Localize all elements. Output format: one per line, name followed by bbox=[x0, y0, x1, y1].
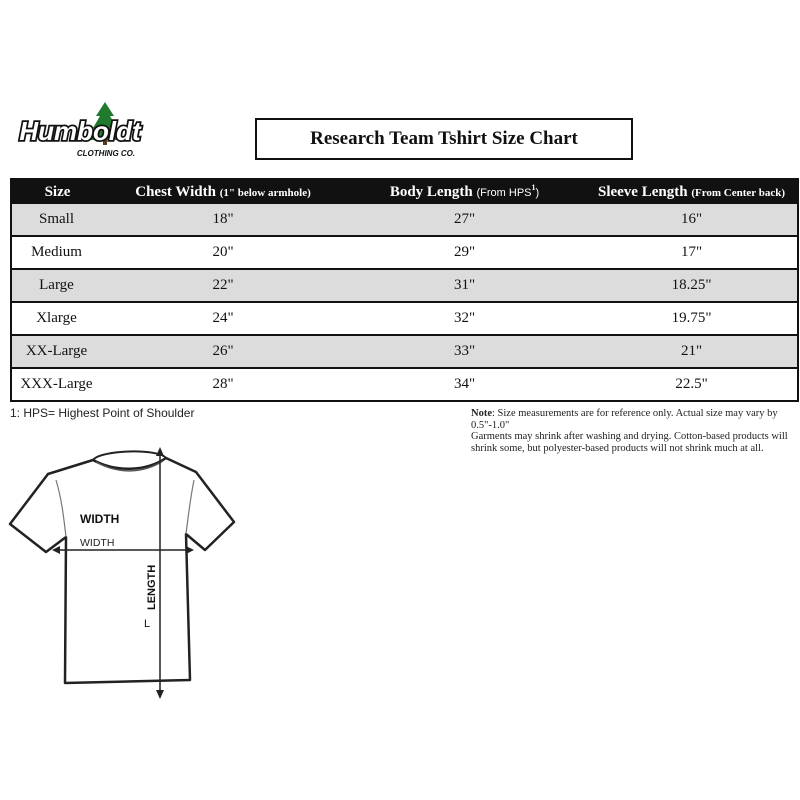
table-header-row bbox=[11, 179, 798, 204]
body-cell: 31" bbox=[343, 269, 586, 302]
tshirt-outline-icon bbox=[0, 440, 250, 705]
size-cell: Small bbox=[11, 204, 103, 236]
chest-cell: 20" bbox=[103, 236, 343, 269]
note-paragraph-1: Note: Size measurements are for reference only. Actual size may vary by 0.5"-1.0" bbox=[471, 408, 778, 431]
size-note bbox=[471, 408, 799, 454]
size-cell: XXX-Large bbox=[11, 368, 103, 401]
svg-text:Humboldt: Humboldt bbox=[19, 116, 141, 146]
note-paragraph-2: Garments may shrink after washing and drying. Cotton-based products will shrink some, but polyester-based products will not shrink much at all. bbox=[471, 431, 788, 454]
sleeve-cell: 19.75" bbox=[586, 302, 798, 335]
table-row bbox=[11, 368, 798, 401]
chest-cell: 26" bbox=[103, 335, 343, 368]
sleeve-cell: 18.25" bbox=[586, 269, 798, 302]
svg-text:CLOTHING CO.: CLOTHING CO. bbox=[76, 149, 136, 158]
table-row bbox=[11, 269, 798, 302]
sleeve-cell: 16" bbox=[586, 204, 798, 236]
sleeve-cell: 17" bbox=[586, 236, 798, 269]
size-chart-table bbox=[10, 178, 799, 402]
size-cell: Xlarge bbox=[11, 302, 103, 335]
body-cell: 33" bbox=[343, 335, 586, 368]
length-label: LENGTH bbox=[146, 564, 158, 610]
sleeve-cell: 22.5" bbox=[586, 368, 798, 401]
table-row bbox=[11, 335, 798, 368]
chest-cell: 24" bbox=[103, 302, 343, 335]
tshirt-diagram bbox=[0, 440, 250, 705]
tree-logo-icon bbox=[10, 100, 150, 162]
chest-cell: 28" bbox=[103, 368, 343, 401]
table-row bbox=[11, 236, 798, 269]
header-chest-width: Chest Width (1" below armhole) bbox=[103, 179, 343, 204]
header-body-length: Body Length (From HPS$^1$) bbox=[343, 179, 586, 204]
sleeve-cell: 21" bbox=[586, 335, 798, 368]
size-cell: Large bbox=[11, 269, 103, 302]
body-cell: 32" bbox=[343, 302, 586, 335]
chart-title: Research Team Tshirt Size Chart bbox=[255, 118, 633, 160]
width-label: WIDTH bbox=[80, 512, 120, 526]
size-cell: Medium bbox=[11, 236, 103, 269]
size-cell: XX-Large bbox=[11, 335, 103, 368]
length-letter: L bbox=[144, 618, 151, 630]
body-cell: 34" bbox=[343, 368, 586, 401]
body-cell: 27" bbox=[343, 204, 586, 236]
hps-footnote: 1: HPS= Highest Point of Shoulder bbox=[10, 406, 195, 420]
chest-cell: 18" bbox=[103, 204, 343, 236]
table-row bbox=[11, 204, 798, 236]
header-size: Size bbox=[11, 179, 103, 204]
width-arrow-label: WIDTH bbox=[80, 537, 115, 549]
header-sleeve-length: Sleeve Length (From Center back) bbox=[586, 179, 798, 204]
brand-logo bbox=[10, 100, 150, 162]
table-row bbox=[11, 302, 798, 335]
body-cell: 29" bbox=[343, 236, 586, 269]
chest-cell: 22" bbox=[103, 269, 343, 302]
